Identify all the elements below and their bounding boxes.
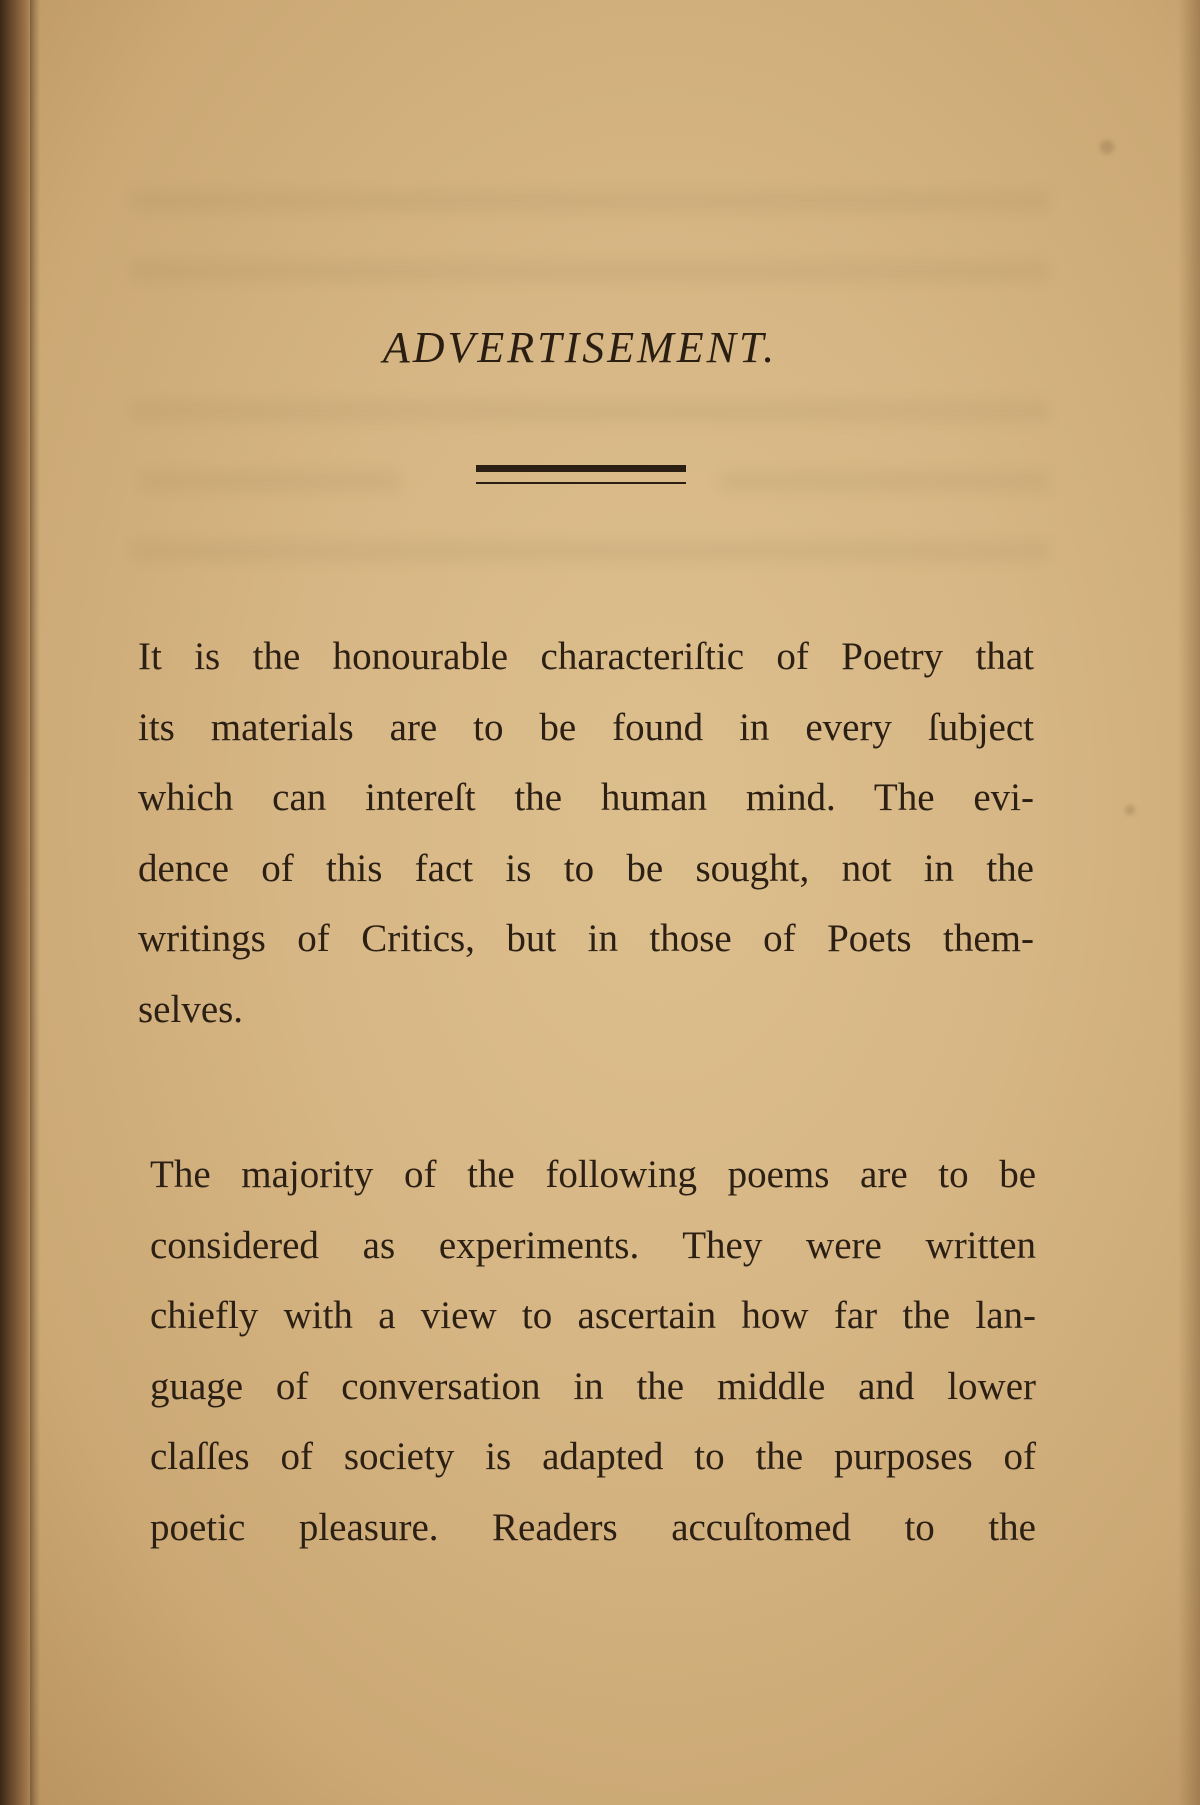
text-line: considered as experiments. They were written [150,1223,1036,1267]
bleed-through-text [130,540,1050,562]
text-line: claſſes of society is adapted to the purposes of [150,1435,1036,1478]
text-line: which can intereſt the human mind. The evi- [138,776,1034,819]
text-line: selves. [138,987,244,1031]
binding-shadow [30,0,40,1805]
paper-stain [1125,805,1135,815]
paragraph-2 [150,1140,1036,1563]
bleed-through-text [140,470,400,492]
text-line: guage of conversation in the middle and lower [150,1364,1036,1408]
paper-stain [1100,140,1114,154]
title-rule-thin [476,482,686,484]
text-line: chiefly with a view to ascertain how far the lan- [150,1294,1036,1337]
page-edge-shadow [1178,0,1200,1805]
text-line: The majority of the following poems are to be [150,1153,1036,1196]
bleed-through-text [130,190,1050,212]
bleed-through-text [130,400,1050,422]
text-line: writings of Critics, but in those of Poets them- [138,917,1034,960]
text-line: its materials are to be found in every ſubject [138,705,1034,749]
text-line: It is the honourable characteriſtic of Poetry that [138,635,1034,678]
book-binding [0,0,34,1805]
title-rule-thick [476,465,686,472]
text-line: dence of this fact is to be sought, not in the [138,846,1034,890]
page-title: ADVERTISEMENT. [382,323,778,372]
paragraph-1 [138,622,1034,1045]
bleed-through-text [720,470,1050,492]
bleed-through-text [130,260,1050,282]
text-line: poetic pleasure. Readers accuſtomed to the [150,1505,1036,1549]
